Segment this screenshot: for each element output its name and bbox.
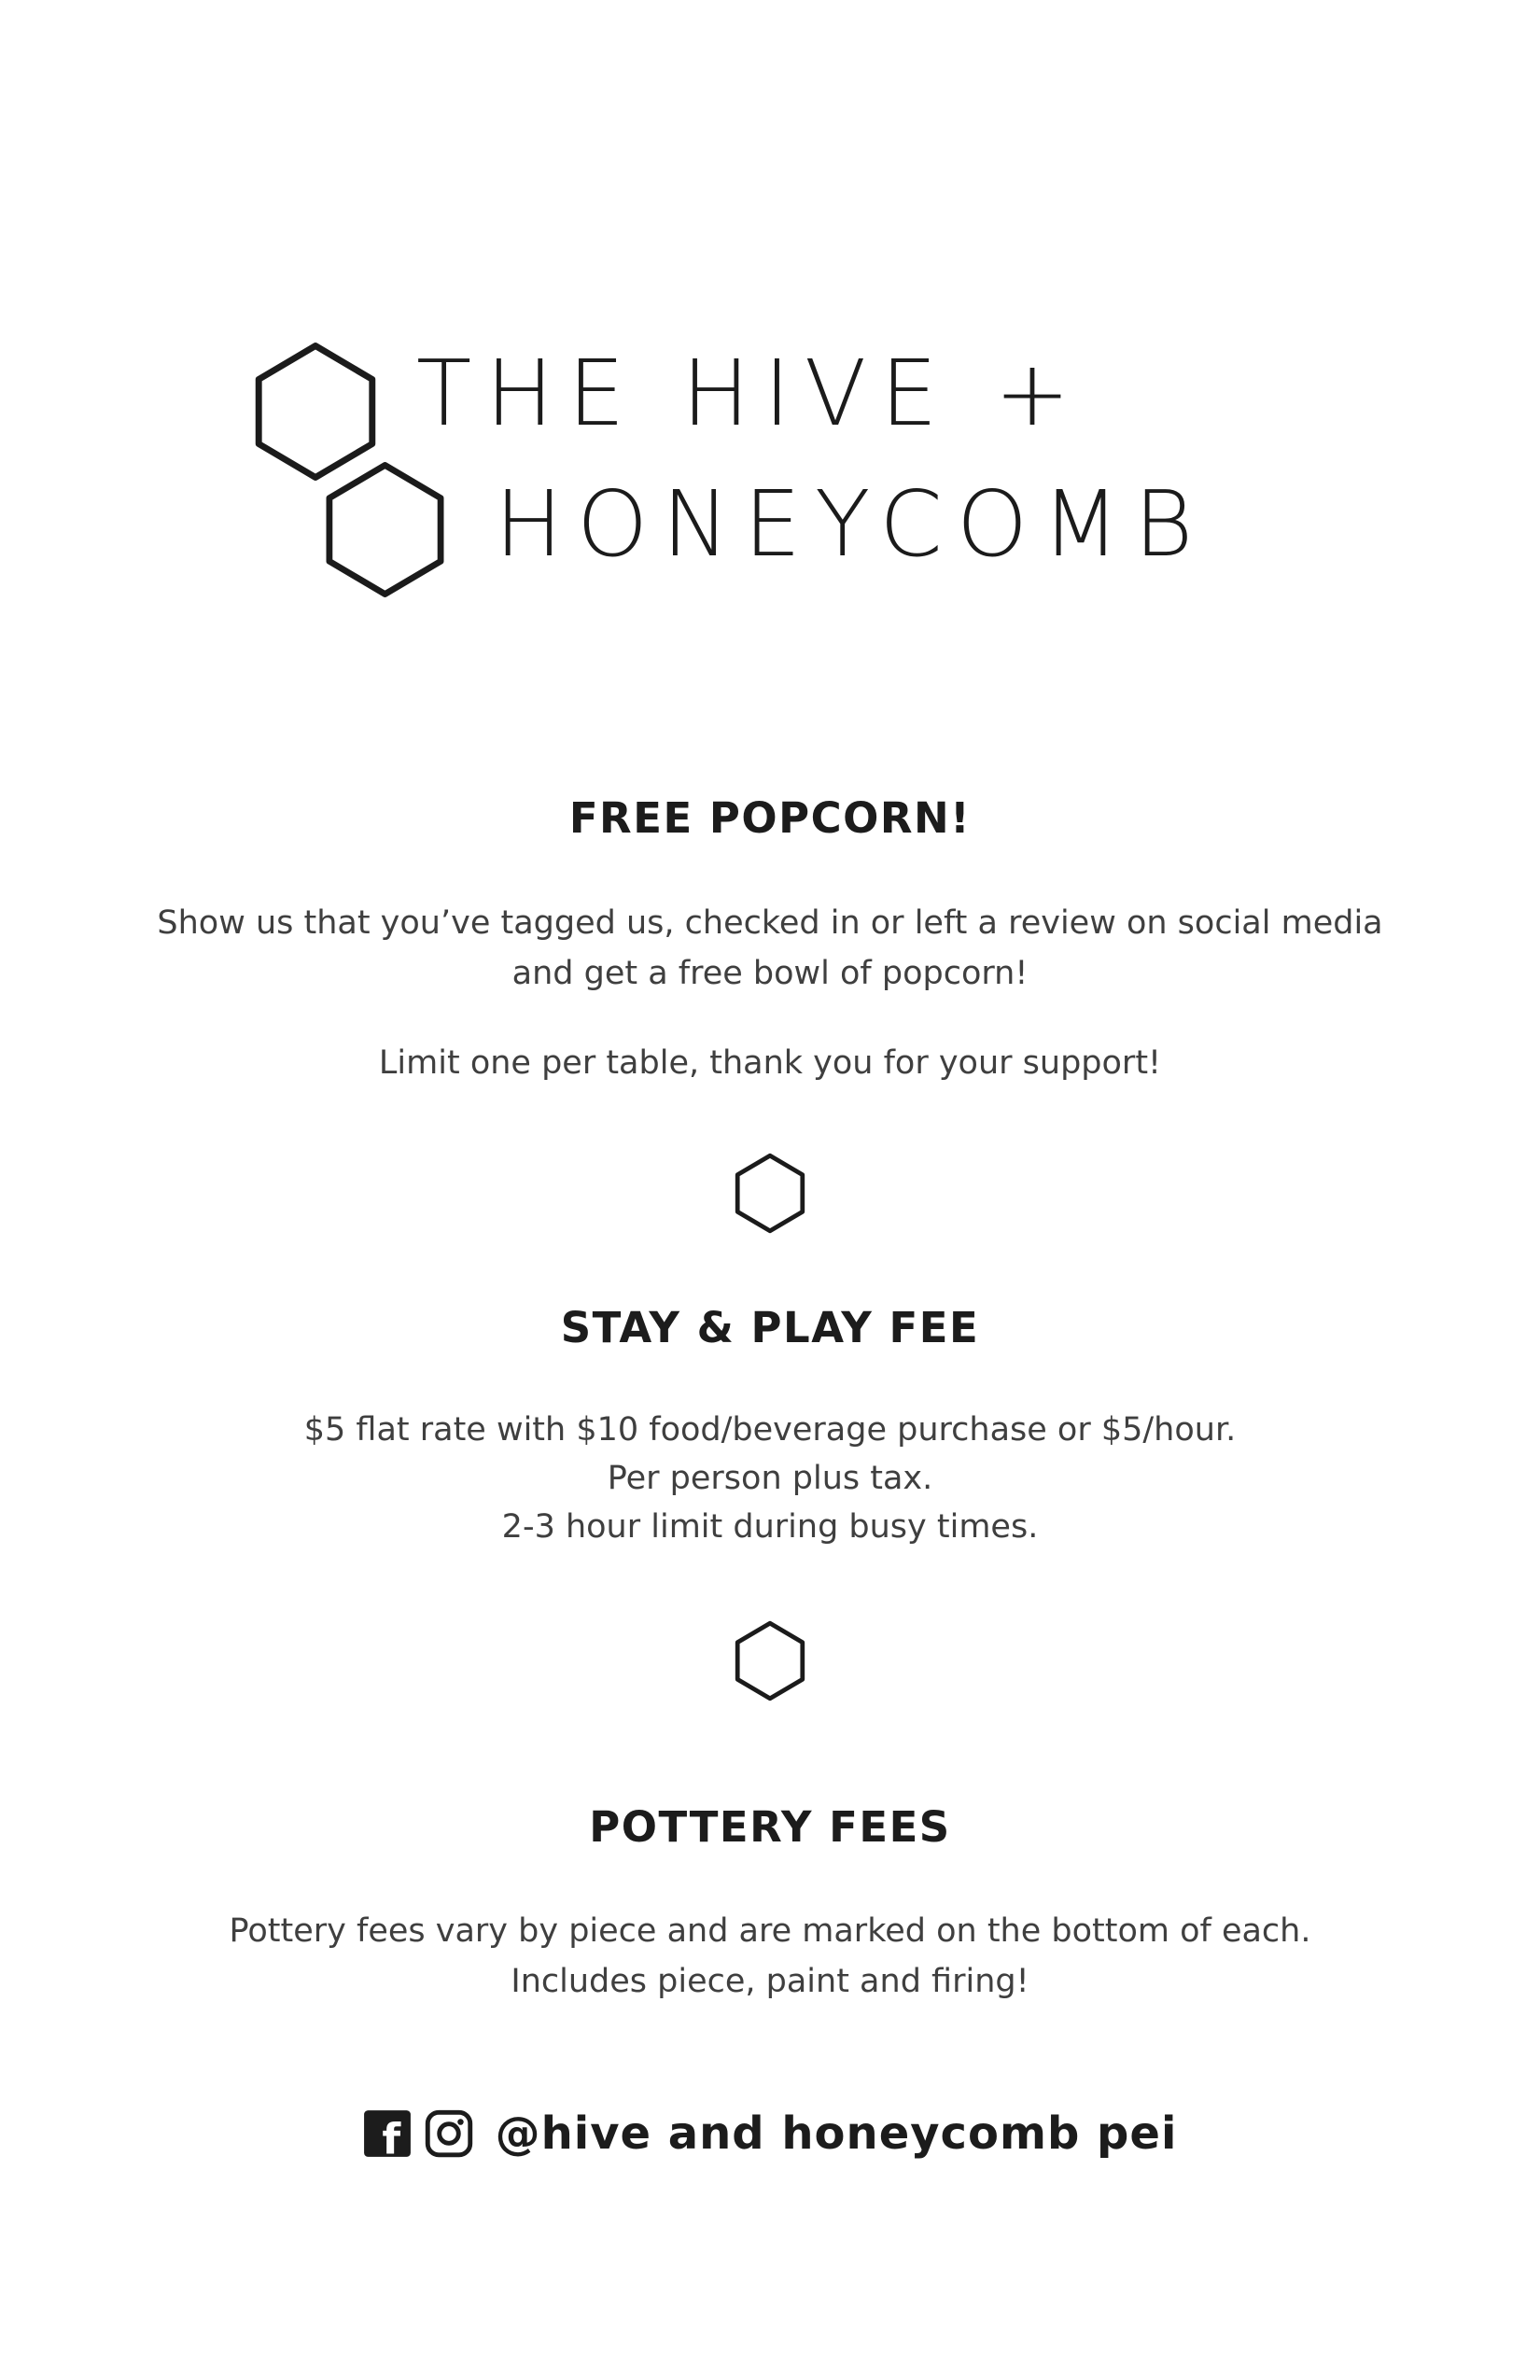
section-heading-stay-play: STAY & PLAY FEE <box>560 1303 980 1352</box>
svg-text:f: f <box>381 2114 400 2158</box>
free-popcorn-limit-note: Limit one per table, thank you for your support! <box>378 1044 1162 1082</box>
free-popcorn-paragraph <box>0 898 1540 999</box>
stay-play-paragraph <box>0 1406 1540 1551</box>
hexagon-icon <box>321 460 449 599</box>
logo-text-line1: THE HIVE + <box>416 341 1085 446</box>
logo-text-line2: HONEYCOMB <box>495 471 1208 577</box>
instagram-icon <box>425 2109 473 2158</box>
social-handle: @hive and honeycomb pei <box>495 2107 1178 2160</box>
pottery-fees-line1: Pottery fees vary by piece and are marked on the bottom of each. <box>229 1912 1311 1950</box>
stay-play-line1: $5 flat rate with $10 food/beverage purchase or $5/hour. <box>303 1411 1237 1449</box>
stay-play-line2: Per person plus tax. <box>607 1460 933 1497</box>
section-divider <box>0 1620 1540 1705</box>
hexagon-icon <box>733 1153 807 1234</box>
section-divider <box>0 1153 1540 1238</box>
pottery-fees-line2: Includes piece, paint and firing! <box>511 1963 1029 2000</box>
social-footer <box>0 2107 1540 2160</box>
stay-play-line3: 2-3 hour limit during busy times. <box>501 1508 1039 1546</box>
facebook-icon <box>363 2109 412 2158</box>
free-popcorn-paragraph-line2: and get a free bowl of popcorn! <box>511 955 1029 992</box>
logo <box>250 341 1323 621</box>
hexagon-icon <box>733 1620 807 1701</box>
section-heading-free-popcorn: FREE POPCORN! <box>568 793 972 843</box>
section-heading-pottery-fees: POTTERY FEES <box>589 1802 951 1852</box>
free-popcorn-paragraph-line1: Show us that you’ve tagged us, checked in or left a review on social media <box>157 904 1383 942</box>
pottery-fees-paragraph <box>0 1906 1540 2007</box>
